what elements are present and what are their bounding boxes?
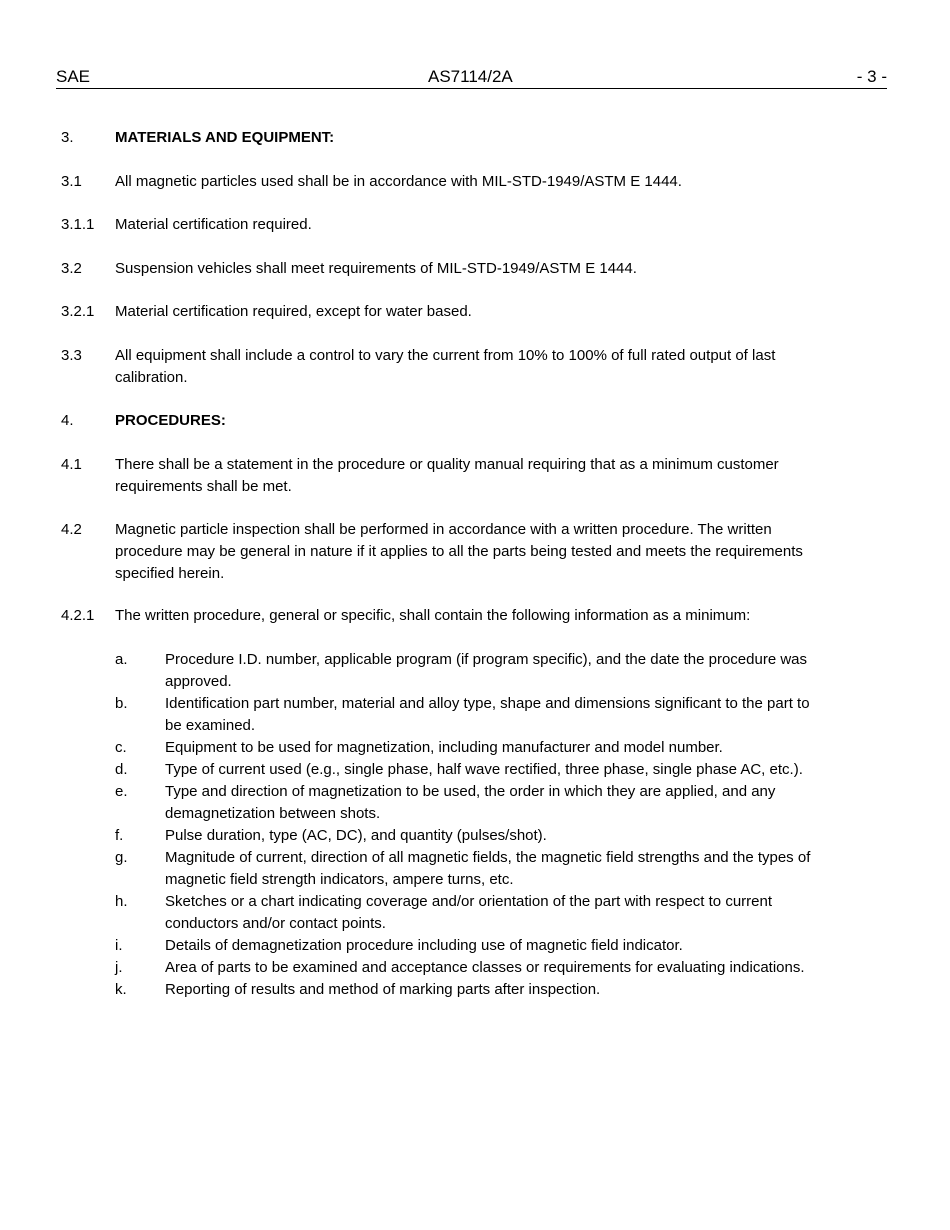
list-item-text: Area of parts to be examined and acceptance classes or requirements for evaluating indications.	[165, 959, 805, 976]
section-3	[61, 127, 821, 149]
list-item-text: Equipment to be used for magnetization, including manufacturer and model number.	[165, 739, 723, 756]
section-3-2	[61, 258, 821, 280]
list-item-letter: j.	[115, 959, 123, 976]
list-item-text: Magnitude of current, direction of all magnetic fields, the magnetic field strengths and the types of magnetic field strength indicators, ampere turns, etc.	[165, 849, 811, 888]
list-item	[115, 847, 825, 891]
section-text: Suspension vehicles shall meet requirements of MIL-STD-1949/ASTM E 1444.	[115, 260, 637, 277]
list-item-letter: i.	[115, 937, 123, 954]
page-header	[56, 66, 887, 89]
list-item-letter: g.	[115, 849, 128, 866]
list-item-text: Identification part number, material and alloy type, shape and dimensions significant to the part to be examined.	[165, 695, 810, 734]
section-text: Material certification required.	[115, 216, 312, 233]
section-3-1	[61, 171, 821, 193]
list-item	[115, 957, 825, 979]
section-3-1-1	[61, 214, 821, 236]
section-text: All magnetic particles used shall be in accordance with MIL-STD-1949/ASTM E 1444.	[115, 173, 682, 190]
section-number: 3.2	[61, 260, 82, 277]
section-number: 3.1.1	[61, 216, 95, 233]
section-number: 3.1	[61, 173, 82, 190]
list-item	[115, 979, 825, 1001]
section-number: 3.3	[61, 347, 82, 364]
section-3-2-1	[61, 301, 821, 323]
list-item-text: Type and direction of magnetization to be used, the order in which they are applied, and any demagnetization between shots.	[165, 783, 776, 822]
list-item-letter: f.	[115, 827, 124, 844]
list-item	[115, 781, 825, 825]
list-item-letter: d.	[115, 761, 128, 778]
section-3-3	[61, 345, 821, 389]
section-text: The written procedure, general or specific, shall contain the following information as a minimum:	[115, 607, 751, 624]
header-doc-number: AS7114/2A	[428, 67, 513, 86]
header-page-number: - 3 -	[856, 67, 887, 86]
list-item-letter: k.	[115, 981, 127, 998]
list-item-letter: a.	[115, 651, 128, 668]
list-item-text: Sketches or a chart indicating coverage and/or orientation of the part with respect to current conductors and/or contact points.	[165, 893, 773, 932]
section-number: 4.2.1	[61, 607, 95, 624]
section-number: 3.2.1	[61, 303, 95, 320]
header-org: SAE	[56, 67, 91, 86]
list-item-letter: e.	[115, 783, 128, 800]
list-item	[115, 693, 825, 737]
list-item-text: Type of current used (e.g., single phase, half wave rectified, three phase, single phase AC, etc.).	[165, 761, 803, 778]
list-item-letter: h.	[115, 893, 128, 910]
section-number: 4.	[61, 412, 74, 429]
section-heading: PROCEDURES:	[115, 412, 226, 429]
list-item	[115, 891, 825, 935]
list-item-text: Details of demagnetization procedure including use of magnetic field indicator.	[165, 937, 683, 954]
section-number: 4.2	[61, 521, 82, 538]
section-4-1	[61, 454, 821, 498]
list-item	[115, 649, 825, 693]
list-item-letter: b.	[115, 695, 128, 712]
list-item	[115, 737, 825, 759]
section-text: Magnetic particle inspection shall be performed in accordance with a written procedure. The written procedure may be general in nature if it applies to all the parts being tested and meets the requirements specified herein.	[115, 521, 803, 582]
section-number: 3.	[61, 129, 74, 146]
list-item	[115, 759, 825, 781]
list-item-text: Pulse duration, type (AC, DC), and quantity (pulses/shot).	[165, 827, 547, 844]
list-item-letter: c.	[115, 739, 127, 756]
section-number: 4.1	[61, 456, 82, 473]
section-text: There shall be a statement in the procedure or quality manual requiring that as a minimum customer requirements shall be met.	[115, 456, 779, 495]
requirements-list	[115, 649, 825, 1001]
list-item-text: Procedure I.D. number, applicable program (if program specific), and the date the procedure was approved.	[165, 651, 807, 690]
list-item	[115, 935, 825, 957]
list-item-text: Reporting of results and method of marking parts after inspection.	[165, 981, 601, 998]
section-heading: MATERIALS AND EQUIPMENT:	[115, 129, 335, 146]
section-4-2	[61, 519, 821, 585]
section-text: All equipment shall include a control to vary the current from 10% to 100% of full rated output of last calibration.	[115, 347, 776, 386]
section-text: Material certification required, except for water based.	[115, 303, 472, 320]
list-item	[115, 825, 825, 847]
section-4	[61, 410, 821, 432]
section-4-2-1	[61, 605, 821, 627]
